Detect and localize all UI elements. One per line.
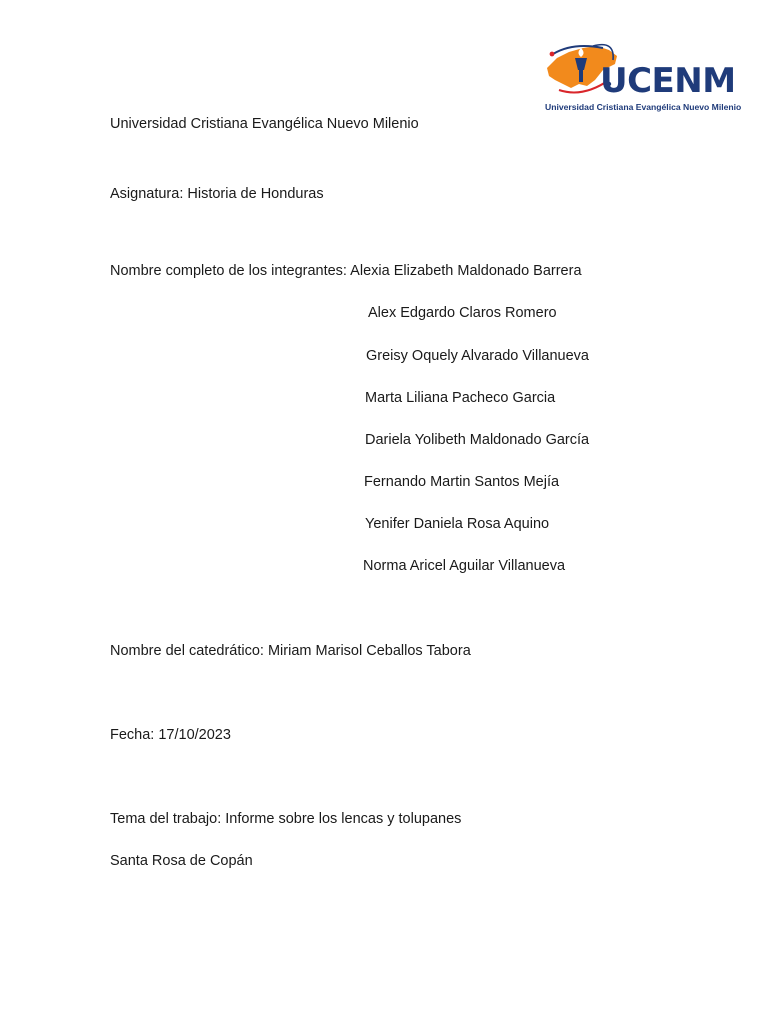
member-item: Greisy Oquely Alvarado Villanueva (366, 348, 589, 364)
member-item: Alex Edgardo Claros Romero (368, 305, 557, 321)
member-item: Fernando Martin Santos Mejía (364, 474, 560, 490)
location-line: Santa Rosa de Copán (110, 853, 253, 869)
members-label-line: Nombre completo de los integrantes: Alexia Elizabeth Maldonado Barrera (110, 263, 582, 279)
professor-line: Nombre del catedrático: Miriam Marisol Ceballos Tabora (110, 643, 471, 659)
member-item: Dariela Yolibeth Maldonado García (365, 432, 590, 448)
logo-wordmark: UCENM (600, 61, 736, 101)
ucenm-logo (543, 40, 753, 120)
topic-line: Tema del trabajo: Informe sobre los lencas y tolupanes (110, 811, 462, 827)
university-name: Universidad Cristiana Evangélica Nuevo Milenio (110, 116, 419, 132)
member-item: Marta Liliana Pacheco Garcia (365, 390, 556, 406)
logo-tagline: Universidad Cristiana Evangélica Nuevo Milenio (545, 102, 742, 112)
member-item: Norma Aricel Aguilar Villanueva (363, 558, 566, 574)
member-item: Yenifer Daniela Rosa Aquino (365, 516, 550, 532)
subject-line: Asignatura: Historia de Honduras (110, 186, 324, 202)
date-line: Fecha: 17/10/2023 (110, 727, 231, 743)
